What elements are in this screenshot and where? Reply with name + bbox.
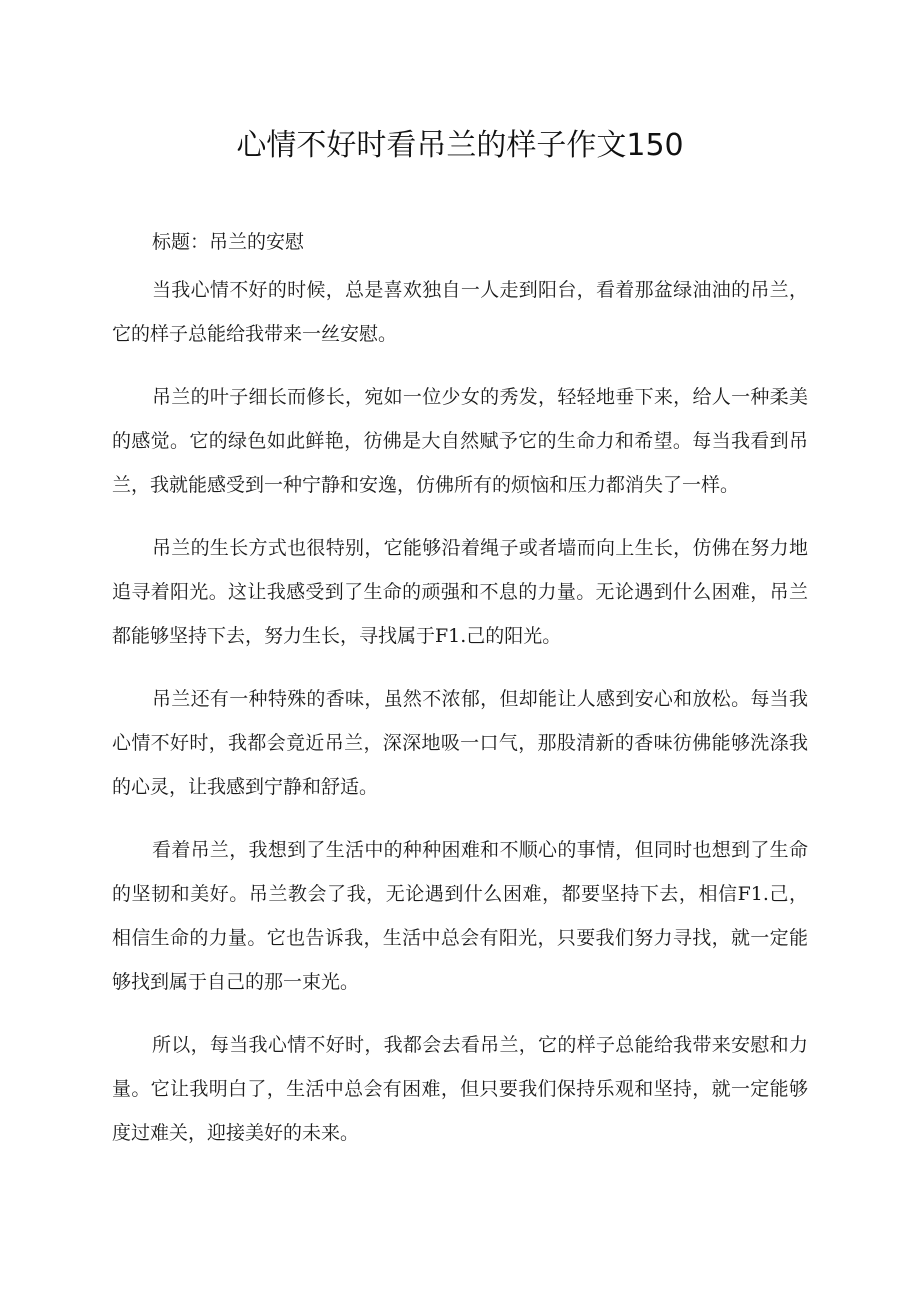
document-title: 心情不好时看吊兰的样子作文150 — [236, 128, 684, 163]
paragraph: 看着吊兰，我想到了生活中的种种困难和不顺心的事情，但同时也想到了生命的坚韧和美好。吊兰教会了我，无论遇到什么困难，都要坚持下去，相信F1.己，相信生命的力量。它也告诉我，生活中总会有阳光，只要我们努力寻找，就一定能够找到属于自己的那一束光。 — [112, 839, 808, 993]
paragraph: 所以，每当我心情不好时，我都会去看吊兰，它的样子总能给我带来安慰和力量。它让我明白了，生活中总会有困难，但只要我们保持乐观和坚持，就一定能够度过难关，迎接美好的未来。 — [112, 1034, 808, 1144]
paragraph: 吊兰还有一种特殊的香味，虽然不浓郁，但却能让人感到安心和放松。每当我心情不好时，我都会竟近吊兰，深深地吸一口气，那股清新的香味彷佛能够洗涤我的心灵，让我感到宁静和舒适。 — [112, 688, 808, 798]
paragraph: 当我心情不好的时候，总是喜欢独自一人走到阳台，看着那盆绿油油的吊兰，它的样子总能给我带来一丝安慰。 — [112, 279, 808, 345]
paragraph: 吊兰的叶子细长而修长，宛如一位少女的秀发，轻轻地垂下来，给人一种柔美的感觉。它的绿色如此鲜艳，彷佛是大自然赋予它的生命力和希望。每当我看到吊兰，我就能感受到一种宁静和安逸，仿佛所有的烦恼和压力都消失了一样。 — [112, 386, 808, 496]
paragraph: 吊兰的生长方式也很特别，它能够沿着绳子或者墙而向上生长，仿佛在努力地追寻着阳光。这让我感受到了生命的顽强和不息的力量。无论遇到什么困难，吊兰都能够坚持下去，努力生长，寻找属于F1.己的阳光。 — [112, 537, 808, 647]
essay-subtitle: 标题：吊兰的安慰 — [152, 231, 305, 253]
document-body — [112, 224, 808, 1174]
